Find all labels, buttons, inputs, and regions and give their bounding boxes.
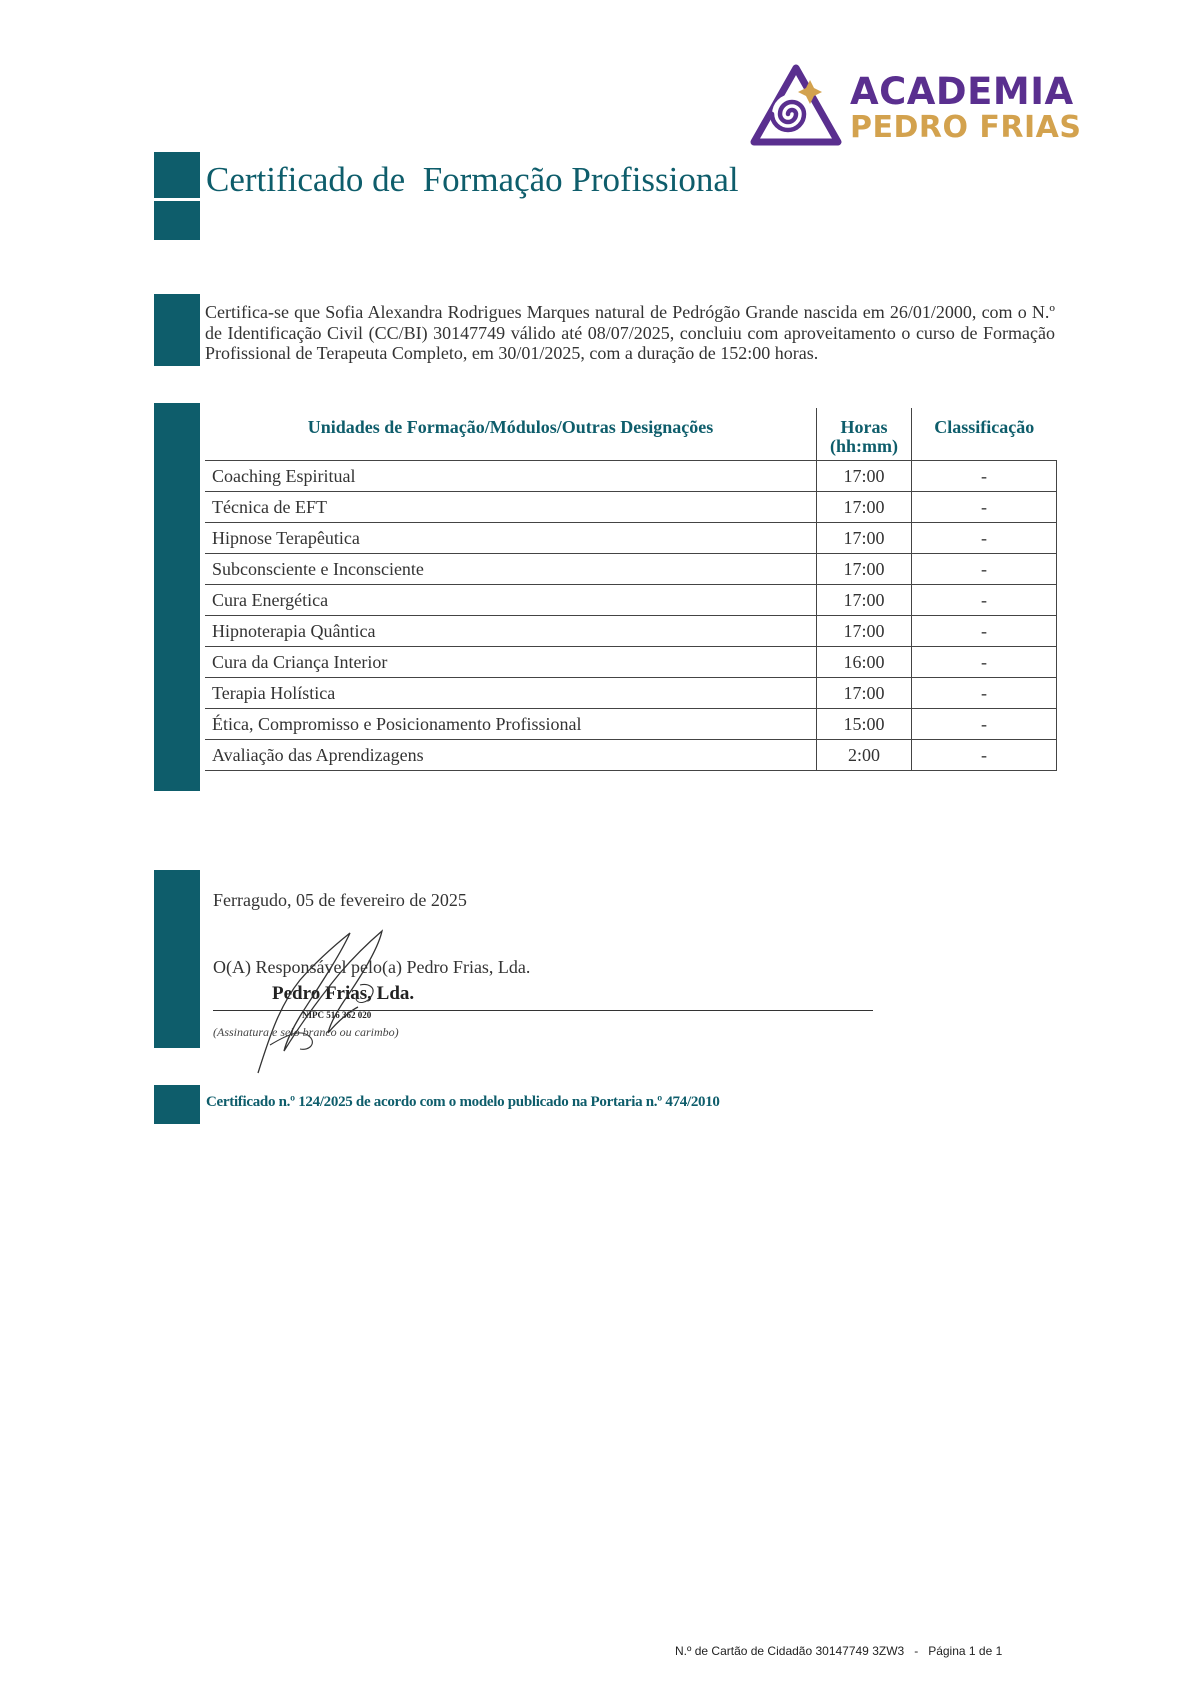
module-classification: - <box>912 585 1057 616</box>
table-row <box>205 585 1057 616</box>
logo-text-pedro-frias: PEDRO FRIAS <box>850 110 1082 145</box>
handwritten-signature <box>240 925 430 1075</box>
logo-text-academia: ACADEMIA <box>850 70 1074 113</box>
module-classification: - <box>912 616 1057 647</box>
stamp-company-name: Pedro Frias, Lda. <box>272 983 415 1004</box>
header-classification: Classificação <box>912 408 1057 461</box>
academy-logo <box>748 62 1082 150</box>
modules-table-wrapper <box>205 408 1057 771</box>
certificate-reference: Certificado n.º 124/2025 de acordo com o modelo publicado na Portaria n.º 474/2010 <box>206 1094 720 1110</box>
header-units: Unidades de Formação/Módulos/Outras Designações <box>205 408 817 461</box>
module-hours: 17:00 <box>817 585 912 616</box>
signature-caption: (Assinatura e selo branco ou carimbo) <box>213 1025 399 1039</box>
module-hours: 17:00 <box>817 523 912 554</box>
table-row <box>205 647 1057 678</box>
table-row <box>205 554 1057 585</box>
stamp-nipc: NIPC 516 362 020 <box>302 1010 372 1020</box>
table-row <box>205 678 1057 709</box>
table-bar <box>154 403 200 791</box>
module-classification: - <box>912 678 1057 709</box>
responsible-line: O(A) Responsável pelo(a) Pedro Frias, Lda. <box>213 957 531 977</box>
page-title: Certificado de Formação Profissional <box>206 160 739 199</box>
spiral-triangle-logo-icon <box>748 62 844 148</box>
module-hours: 17:00 <box>817 554 912 585</box>
module-name: Hipnoterapia Quântica <box>205 616 817 647</box>
module-name: Avaliação das Aprendizagens <box>205 740 817 771</box>
module-name: Cura Energética <box>205 585 817 616</box>
header-hours <box>817 408 912 461</box>
module-name: Coaching Espiritual <box>205 461 817 492</box>
module-name: Hipnose Terapêutica <box>205 523 817 554</box>
table-row <box>205 492 1057 523</box>
module-hours: 2:00 <box>817 740 912 771</box>
certification-statement: Certifica-se que Sofia Alexandra Rodrigues Marques natural de Pedrógão Grande nascida em 26/01/2000, com o N.º de Identificação Civil (CC/BI) 30147749 válido até 08/07/2025, concluiu com aproveitamento o curso de Formação Profissional de Terapeuta Completo, em 30/01/2025, com a duração de 152:00 horas. <box>205 302 1055 363</box>
module-classification: - <box>912 554 1057 585</box>
page-footer: N.º de Cartão de Cidadão 30147749 3ZW3 - Página 1 de 1 <box>675 1644 1003 1658</box>
module-hours: 17:00 <box>817 461 912 492</box>
header-hours-format: (hh:mm) <box>830 436 898 456</box>
module-classification: - <box>912 461 1057 492</box>
module-classification: - <box>912 647 1057 678</box>
module-name: Cura da Criança Interior <box>205 647 817 678</box>
module-name: Técnica de EFT <box>205 492 817 523</box>
module-hours: 17:00 <box>817 492 912 523</box>
module-hours: 15:00 <box>817 709 912 740</box>
module-name: Terapia Holística <box>205 678 817 709</box>
module-classification: - <box>912 740 1057 771</box>
modules-table <box>205 408 1057 771</box>
table-row <box>205 740 1057 771</box>
table-header-row <box>205 408 1057 461</box>
module-hours: 17:00 <box>817 678 912 709</box>
module-classification: - <box>912 492 1057 523</box>
note-bar <box>154 1085 200 1124</box>
intro-bar <box>154 294 200 366</box>
title-bar-top <box>154 152 200 198</box>
module-name: Ética, Compromisso e Posicionamento Profissional <box>205 709 817 740</box>
module-hours: 17:00 <box>817 616 912 647</box>
place-and-date: Ferragudo, 05 de fevereiro de 2025 <box>213 890 467 910</box>
table-row <box>205 709 1057 740</box>
module-classification: - <box>912 709 1057 740</box>
module-hours: 16:00 <box>817 647 912 678</box>
module-name: Subconsciente e Inconsciente <box>205 554 817 585</box>
title-bar-bottom <box>154 201 200 240</box>
header-hours-label: Horas <box>840 417 888 437</box>
table-row <box>205 523 1057 554</box>
table-row <box>205 616 1057 647</box>
table-row <box>205 461 1057 492</box>
signature-bar <box>154 870 200 1048</box>
module-classification: - <box>912 523 1057 554</box>
